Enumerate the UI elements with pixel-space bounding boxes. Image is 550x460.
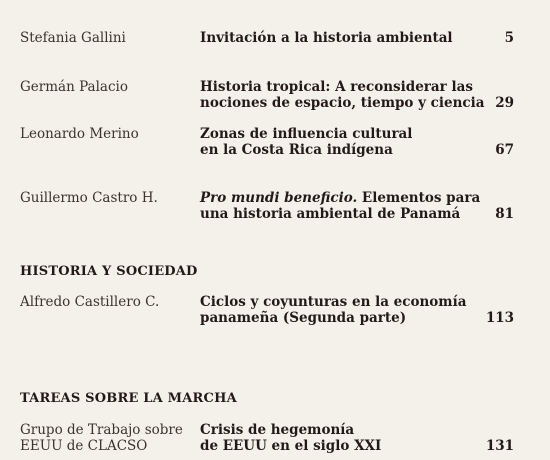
entry-title-line: de EEUU en el siglo XXI: [200, 438, 382, 454]
entry-title-line: nociones de espacio, tiempo y ciencia: [200, 95, 485, 111]
entry-author: Germán Palacio: [20, 79, 128, 95]
entry-page-number: 67: [495, 142, 514, 158]
entry-title-line: Historia tropical: A reconsiderar las: [200, 79, 473, 95]
entry-author-line: EEUU de CLACSO: [20, 438, 148, 454]
entry-title-line: en la Costa Rica indígena: [200, 142, 393, 158]
entry-title-line: Ciclos y coyunturas en la economía: [200, 294, 467, 310]
entry-title-line: panameña (Segunda parte): [200, 310, 407, 326]
entry-title-line: Crisis de hegemonía: [200, 422, 355, 438]
entry-page-number: 5: [504, 30, 514, 46]
entry-title-line: Zonas de influencia cultural: [200, 126, 413, 142]
entry-title: [200, 294, 490, 326]
entry-author: Alfredo Castillero C.: [20, 294, 160, 310]
entry-page-number: 113: [485, 310, 514, 326]
entry-title-line: una historia ambiental de Panamá: [200, 206, 461, 222]
entry-title: [200, 190, 490, 222]
entry-author: Stefania Gallini: [20, 30, 126, 46]
entry-author: Leonardo Merino: [20, 126, 139, 142]
entry-title-rest: Elementos para: [357, 190, 481, 206]
entry-page-number: 29: [495, 95, 514, 111]
entry-page-number: 81: [495, 206, 514, 222]
entry-page-number: 131: [485, 438, 514, 454]
entry-title-italic: Pro mundi beneficio.: [200, 190, 358, 206]
entry-title: [200, 79, 490, 111]
entry-author: [20, 422, 183, 454]
section-heading: HISTORIA Y SOCIEDAD: [20, 264, 198, 279]
entry-title-line: [200, 190, 490, 206]
entry-title-line: Invitación a la historia ambiental: [200, 30, 453, 46]
entry-title: [200, 422, 490, 454]
entry-author-line: Grupo de Trabajo sobre: [20, 422, 183, 438]
entry-author: Guillermo Castro H.: [20, 190, 158, 206]
entry-title: [200, 30, 490, 46]
section-heading: TAREAS SOBRE LA MARCHA: [20, 391, 237, 406]
entry-title: [200, 126, 490, 158]
